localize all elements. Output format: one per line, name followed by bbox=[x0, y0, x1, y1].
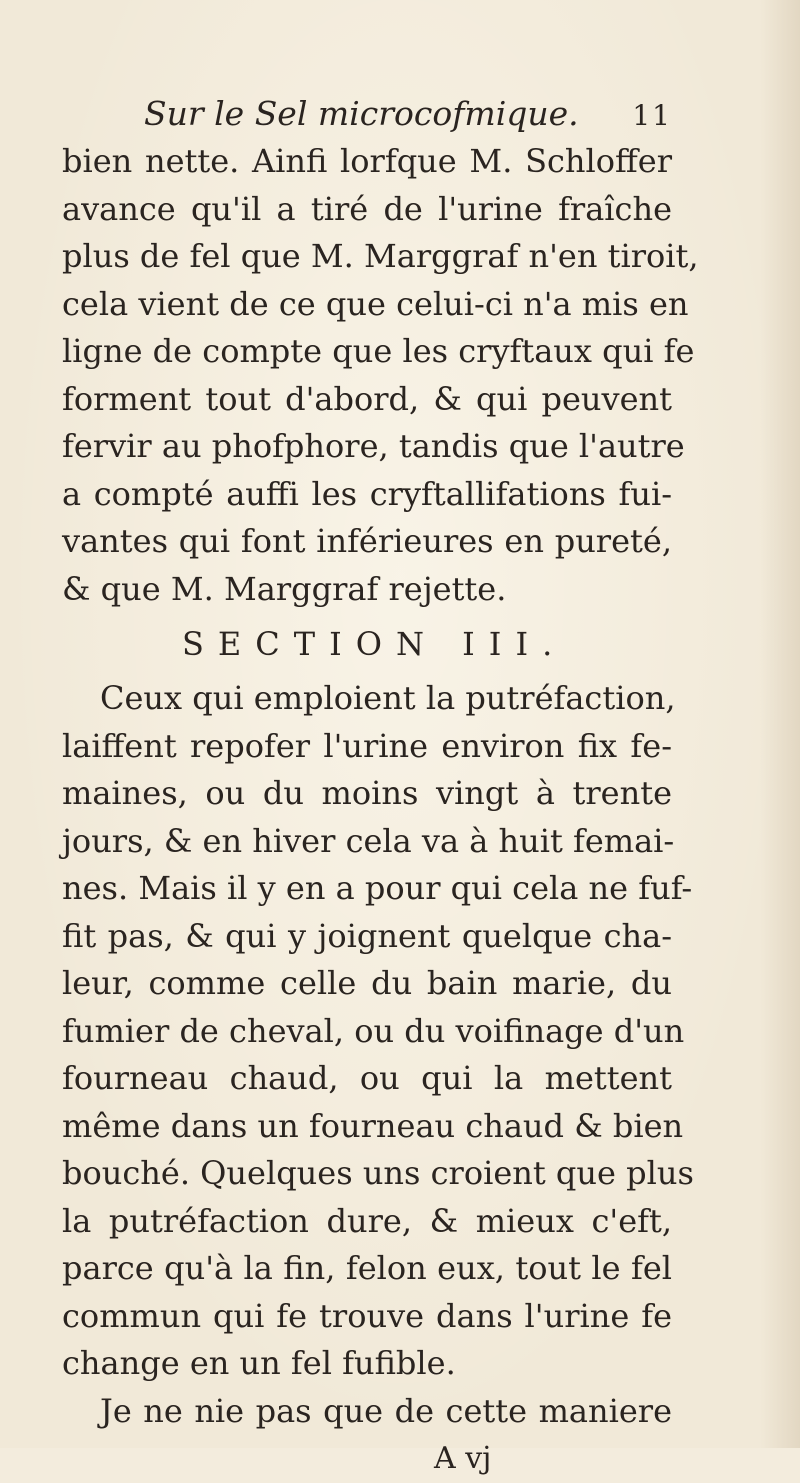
text-line: bien nette. Ainfi lorfque M. Schloffer bbox=[62, 142, 672, 180]
text-line: avance qu'il a tiré de l'urine fraîche bbox=[62, 189, 672, 228]
text-line: & que M. Marggraf rejette. bbox=[62, 569, 507, 608]
text-line: fourneau chaud, ou qui la mettent bbox=[62, 1059, 672, 1097]
text-line: change en un fel fufible. bbox=[62, 1344, 456, 1382]
text-line: bouché. Quelques uns croient que plus bbox=[62, 1154, 694, 1192]
text-line: jours, & en hiver cela va à huit femai- bbox=[62, 821, 675, 860]
text-line: leur, comme celle du bain marie, du bbox=[62, 964, 672, 1002]
text-line: Ceux qui emploient la putréfaction, bbox=[100, 679, 676, 717]
paragraph-3 bbox=[62, 1388, 672, 1436]
text-line: fervir au phofphore, tandis que l'autre bbox=[62, 427, 685, 465]
text-line: ligne de compte que les cryftaux qui fe bbox=[62, 332, 695, 370]
text-line: forment tout d'abord, & qui peuvent bbox=[62, 379, 672, 418]
text-line: nes. Mais il y en a pour qui cela ne fuf- bbox=[62, 869, 693, 907]
text-line: fumier de cheval, ou du voifinage d'un bbox=[62, 1011, 685, 1050]
text-line: cela vient de ce que celui-ci n'a mis en bbox=[62, 284, 689, 323]
paragraph-2 bbox=[62, 675, 694, 1388]
text-line: Je ne nie pas que de cette maniere bbox=[100, 1391, 672, 1430]
text-line: vantes qui font inférieures en pureté, bbox=[62, 522, 672, 560]
text-line: commun qui fe trouve dans l'urine fe bbox=[62, 1296, 672, 1335]
text-line: fit pas, & qui y joignent quelque cha- bbox=[62, 916, 672, 955]
running-title: Sur le Sel microcofmique. bbox=[144, 94, 579, 133]
text-line: même dans un fourneau chaud & bien bbox=[62, 1106, 684, 1145]
page-edge-shadow bbox=[760, 0, 800, 1448]
page-number: 11 bbox=[632, 99, 672, 132]
text-line: laiffent repofer l'urine environ fix fe- bbox=[62, 726, 672, 765]
running-head bbox=[62, 90, 672, 138]
text-line: plus de fel que M. Marggraf n'en tiroit, bbox=[62, 237, 699, 275]
text-line: a compté auffi les cryftallifations fui- bbox=[62, 474, 672, 513]
text-block bbox=[62, 90, 699, 1483]
text-line: parce qu'à la fin, felon eux, tout le fel bbox=[62, 1249, 672, 1287]
signature-mark: A vj bbox=[434, 1441, 492, 1476]
text-line: maines, ou du moins vingt à trente bbox=[62, 774, 672, 812]
paragraph-1 bbox=[62, 138, 699, 613]
section-heading: SECTION III. bbox=[182, 625, 567, 663]
text-line: la putréfaction dure, & mieux c'eft, bbox=[62, 1201, 672, 1240]
